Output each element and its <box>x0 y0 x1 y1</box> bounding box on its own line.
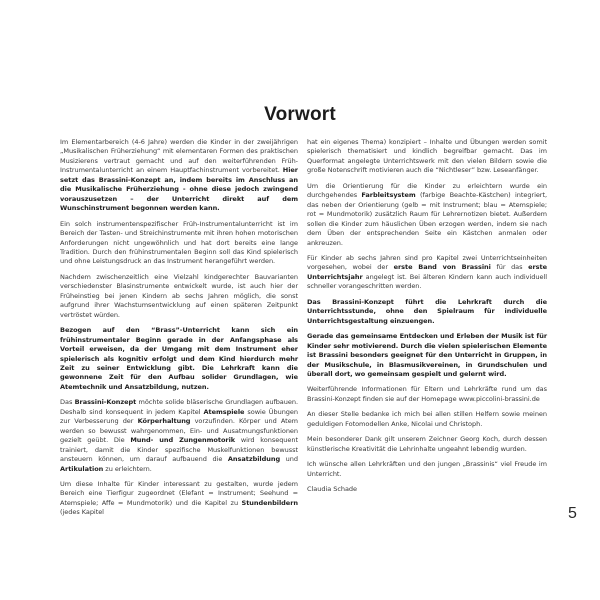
bold-text: Körperhaltung <box>137 417 191 426</box>
text: Für Kinder ab sechs Jahren sind pro Kapitel zwei Unterrichtseinheiten vorgesehen, wobei der <box>307 253 547 272</box>
paragraph <box>60 398 298 474</box>
paragraph <box>60 273 298 320</box>
bold-text: erste Unterrichtsjahr <box>307 263 547 281</box>
bold-text: Artikulation <box>60 464 104 473</box>
text: vorzufinden. Körper und Atem werden so bewusst wahrgenommen, Ein- und Ausatmungsfunktionen gezielt geübt. Die <box>60 417 298 445</box>
text: Weiterführende Informationen für Eltern und Lehrkräfte rund um das Brassini-Konzept finden sie auf der Homepage www.piccolini-brassini.de <box>307 385 547 403</box>
text: Claudia Schade <box>307 485 358 494</box>
text: An dieser Stelle bedanke ich mich bei allen stillen Helfern sowie meinen geduldigen Fotomodellen Anke, Nicolai und Christoph. <box>307 410 547 428</box>
paragraph <box>307 138 547 176</box>
paragraph <box>307 254 547 292</box>
paragraph <box>307 385 547 404</box>
text: Mein besonderer Dank gilt unserem Zeichner Georg Koch, durch dessen künstlerische Kreativität die Lehrinhalte ungeahnt lebendig wurden. <box>307 435 547 453</box>
page-number: 5 <box>568 505 577 522</box>
paragraph <box>307 298 547 326</box>
bold-text: Das Brassini-Konzept führt die Lehrkraft durch die Unterrichtsstunde, ohne den Spielraum für individuelle Unterrichtsgestaltung einzuengen. <box>307 297 547 325</box>
paragraph <box>307 485 547 494</box>
paragraph <box>307 332 547 379</box>
text: zu erleichtern. <box>103 464 152 473</box>
paragraph <box>307 410 547 429</box>
text: Ein solch instrumentenspezifischer Früh-Instrumentalunterricht ist im Bereich der Tasten- und Streichinstrumente mit ihren hohen motorischen Anforderungen nicht ungewöhnlich und hat dort bereits eine lange Tradition. Durch den frühinstrumentalen Beginn soll das Kind spielerisch und ohne Leistungsdruck an das Instrument herangeführt werden. <box>60 219 298 266</box>
text: sowie Übungen zur Verbesserung der <box>60 407 298 426</box>
paragraph <box>60 138 298 214</box>
bold-text: Stundenbildern <box>241 498 298 507</box>
bold-text: Bezogen auf den “Brass”-Unterricht kann sich ein frühinstrumentaler Beginn gerade in der Anfangsphase als Vorteil erweisen, da der Umgang mit dem Instrument eher spielerisch als kognitiv erfolgt und dem Kind hierdurch mehr Zeit zu seiner Entwicklung gibt. Die Lehrkraft kann die gewonnene Zeit für den Aufbau solider Grundlagen, wie Atemtechnik und Ansatzbildung, nutzen. <box>60 326 298 391</box>
bold-text: Gerade das gemeinsame Entdecken und Erleben der Musik ist für Kinder sehr motivierend. Durch die vielen spielerischen Elemente ist Brassini besonders geeignet für den Unterricht in Gruppen, in der Musikschule, in Blasmusikvereinen, in Grundschulen und überall dort, wo gemeinsam gespielt und gelernt wird. <box>307 332 547 378</box>
bold-text: Brassini-Konzept <box>74 398 137 407</box>
text: (farbige Beachte-Kästchen) integriert, das neben der Orientierung (gelb = mit Instrument; blau = Atemspiele; rot = Mundmotorik) zusätzlich Raum für Lehrernotizen bietet. Außerdem sollen die Kinder zum häuslichen Üben erzogen werden, indem sie nach dem Üben der entsprechenden Seite ein Kästchen anmalen oder ankreuzen. <box>307 191 548 247</box>
text: wird konsequent trainiert, damit die Kinder spezifische Muskelfunktionen bewusst ansteuern können, um darauf aufbauend die <box>60 436 298 464</box>
text: Um die Orientierung für die Kinder zu erleichtern wurde ein durchgehendes <box>307 181 547 200</box>
text: Das <box>60 398 75 407</box>
text: für das <box>490 263 529 272</box>
text: Im Elementarbereich (4-6 Jahre) werden die Kinder in der zweijährigen „Musikalischen Früherziehung“ mit elementaren Formen des praktischen Musizierens vertraut gemacht und auf den weiterführenden Früh-Instrumentalunterricht an einem Hauptfachinstrument vorbereitet. <box>60 138 298 175</box>
page-title: Vorwort <box>264 103 336 125</box>
bold-text: Farbleitsystem <box>361 191 416 200</box>
paragraph <box>60 220 298 267</box>
text: und <box>280 455 298 464</box>
paragraph <box>307 435 547 454</box>
text: Ich wünsche allen Lehrkräften und den jungen „Brassinis“ viel Freude im Unterricht. <box>307 460 547 478</box>
text: (jedes Kapitel <box>60 508 104 517</box>
bold-text: Ansatzbildung <box>227 455 281 464</box>
paragraph <box>307 182 547 248</box>
text: möchte solide bläserische Grundlagen aufbauen. Deshalb sind konsequent in jedem Kapitel <box>60 398 298 416</box>
text: angelegt ist. Bei älteren Kindern kann auch individuell schneller vorangeschritten werden. <box>307 272 547 291</box>
bold-text: Mund- und Zungenmotorik <box>130 436 236 445</box>
text: Nachdem zwischenzeitlich eine Vielzahl kindgerechter Bauvarianten verschiedenster Blasinstrumente entwickelt wurde, ist auch hier der Früheinstieg bei jenen Kindern ab sechs Jahren möglich, die sonst aufgrund ihrer Wachstumsentwicklung auf einen späteren Zeitpunkt vertröstet würden. <box>60 272 298 319</box>
paragraph <box>60 480 298 518</box>
paragraph <box>307 460 547 479</box>
bold-text: erste Band von Brassini <box>393 263 491 272</box>
right-column <box>307 138 547 501</box>
paragraph <box>60 326 298 392</box>
bold-text: Hier setzt das Brassini-Konzept an, indem bereits im Anschluss an die Musikalische Früherziehung - ohne diese jedoch zwingend vorauszusetzen – der Unterricht direkt auf dem Wunschinstrument begonnen werden kann. <box>60 166 298 213</box>
text: Um diese Inhalte für Kinder interessant zu gestalten, wurde jedem Bereich eine Tierfigur zugeordnet (Elefant = Instrument; Seehund = Atemspiele; Affe = Mundmotorik) und die Kapitel zu <box>60 479 298 507</box>
text: hat ein eigenes Thema) konzipiert – Inhalte und Übungen werden somit spielerisch thematisiert und kindlich begreifbar gemacht. Das im Querformat angelegte Unterrichtswerk mit den vielen Bildern sowie die große Notenschrift motivieren auch die “Nichtleser” bzw. Leseanfänger. <box>307 138 547 175</box>
bold-text: Atemspiele <box>203 407 245 416</box>
left-column <box>60 138 298 524</box>
